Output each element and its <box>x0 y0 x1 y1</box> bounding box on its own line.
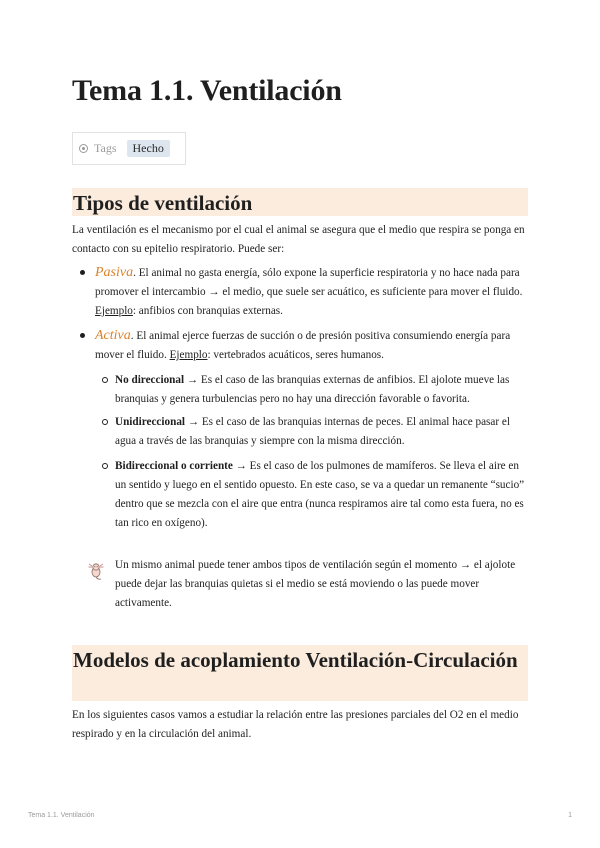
tags-label: Tags <box>94 141 117 155</box>
tag-badge[interactable]: Hecho <box>127 140 170 157</box>
circle-bullet-icon <box>102 419 108 425</box>
callout-box <box>72 556 528 613</box>
footer-doc-title: Tema 1.1. Ventilación <box>28 812 95 819</box>
callout-text: Un mismo animal puede tener ambos tipos de ventilación según el momento → el ajolote puede dejar las branquias quietas si el medio se está moviendo o las puede mover activamente. <box>115 559 516 609</box>
example-label: Ejemplo <box>95 305 133 317</box>
section2-intro-paragraph: En los siguientes casos vamos a estudiar la relación entre las presiones parciales del O2 en el medio respirado y en la circulación del animal. <box>72 709 519 740</box>
term-activa: Activa <box>95 328 131 343</box>
circle-bullet-icon <box>102 463 108 469</box>
bullet-icon <box>80 333 85 338</box>
tags-icon <box>79 144 88 153</box>
axolotl-icon <box>86 561 106 581</box>
sublist-item-unidireccional: Unidireccional → Es el caso de las branquias internas de peces. El animal hace pasar el agua a través de las branquias y siempre con la misma dirección. <box>95 413 528 451</box>
section-heading-modelos: Modelos de acoplamiento Ventilación-Circulación <box>72 645 528 701</box>
sublist-item-bidireccional: Bidireccional o corriente → Es el caso de los pulmones de mamíferos. Se lleva el aire en un sentido y luego en el sentido opuesto. En este caso, se va a quedar un remanente “sucio” dentro que se mezcla con el aire que entra (nunca respiramos aire tal como esta fuera, no es tan rico en oxígeno). <box>95 457 528 533</box>
list-item-pasiva: Pasiva. El animal no gasta energía, sólo expone la superficie respiratoria y no hace nada para promover el intercambio → el medio, que suele ser acuático, es suficiente para mover el fluido. Ejemplo: anfibios con branquias externas. <box>72 263 528 321</box>
properties-table <box>72 132 186 165</box>
term-pasiva: Pasiva <box>95 265 134 280</box>
page-title: Tema 1.1. Ventilación <box>72 74 342 107</box>
section-intro-paragraph: La ventilación es el mecanismo por el cual el animal se asegura que el medio que respira se ponga en contacto con su epitelio respiratorio. Puede ser: <box>72 224 525 255</box>
section-heading-tipos: Tipos de ventilación <box>72 188 528 216</box>
footer-page-number: 1 <box>568 812 572 819</box>
list-item-activa: Activa. El animal ejerce fuerzas de succión o de presión positiva consumiendo energía para mover el fluido. Ejemplo: vertebrados acuáticos, seres humanos. <box>72 326 528 365</box>
bullet-icon <box>80 270 85 275</box>
example-label: Ejemplo <box>169 349 208 361</box>
sublist-item-no-direccional: No direccional → Es el caso de las branquias externas de anfibios. El ajolote mueve las branquias y genera turbulencias pero no hay una dirección favorable o favorita. <box>95 371 528 409</box>
circle-bullet-icon <box>102 377 108 383</box>
